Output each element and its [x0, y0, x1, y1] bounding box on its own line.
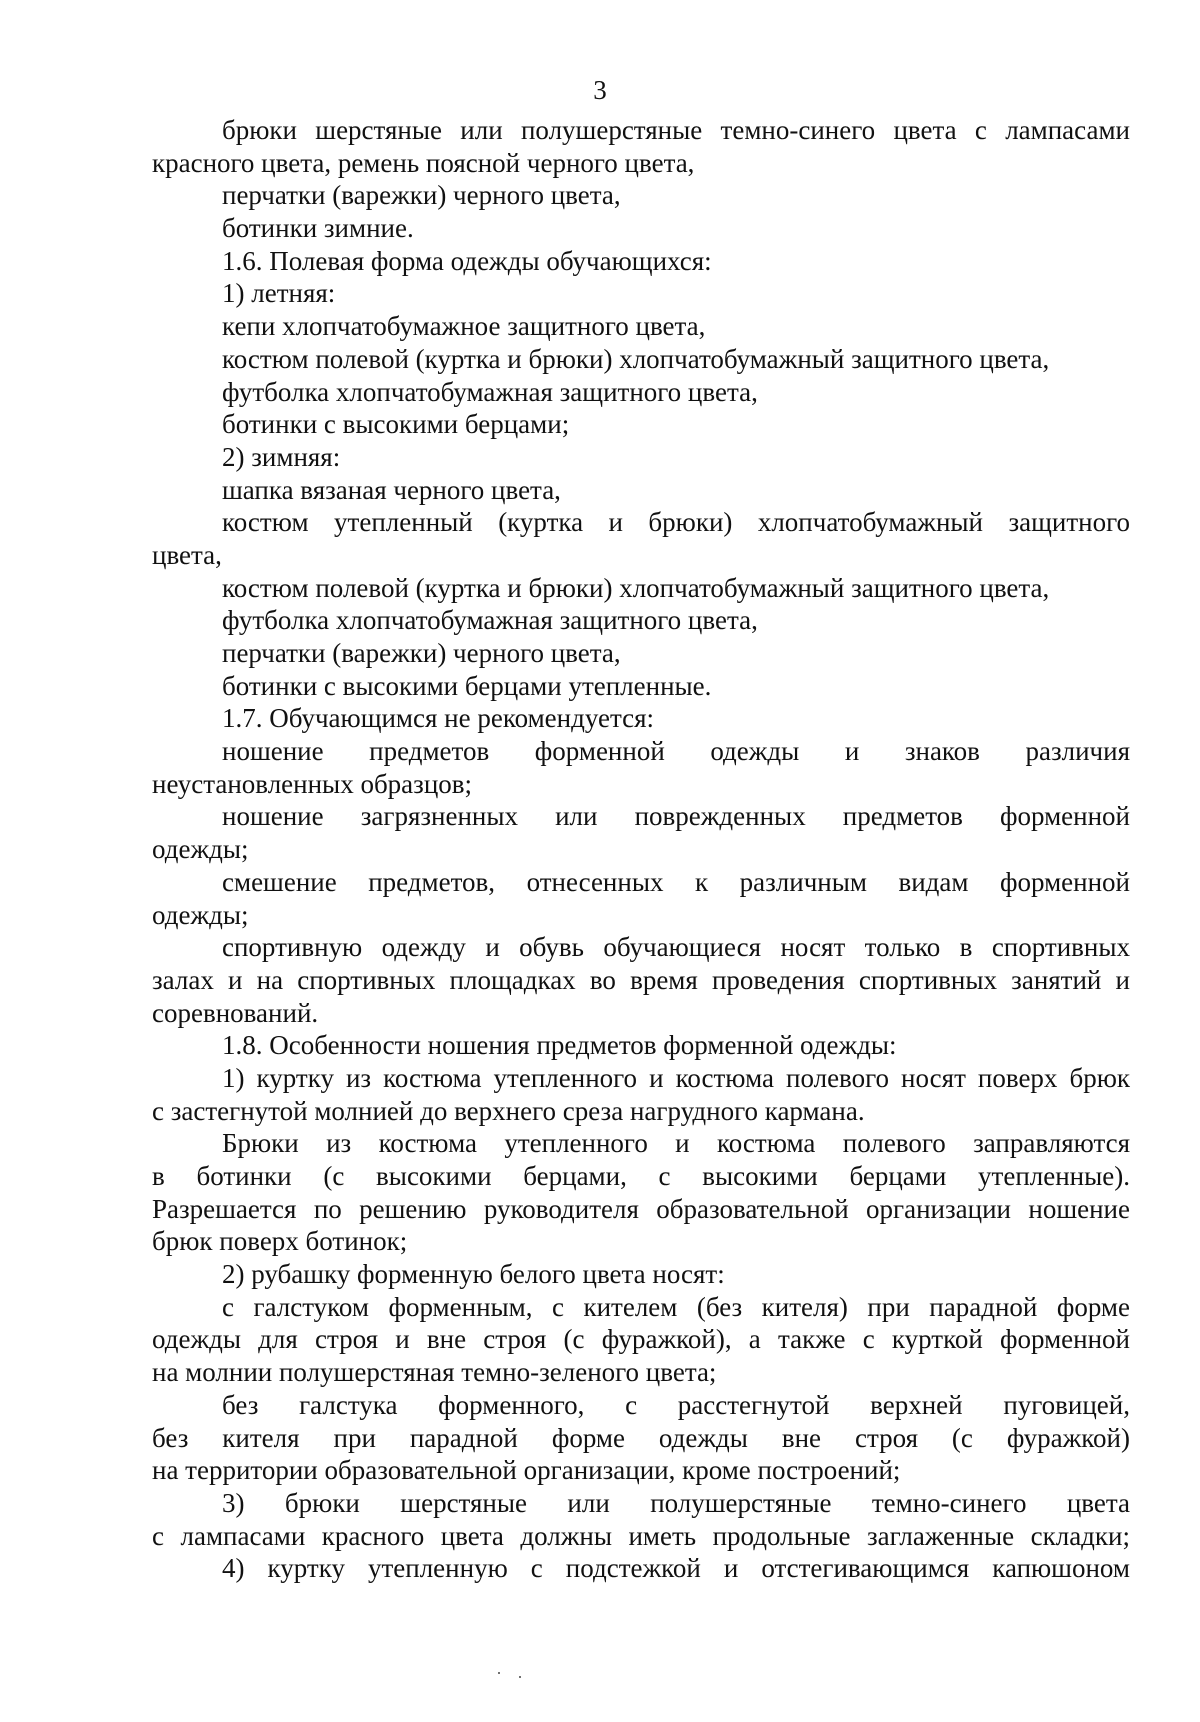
scan-speck: [519, 1676, 521, 1678]
text-line: одежды;: [152, 834, 249, 865]
text-line: на территории образовательной организации, кроме построений;: [152, 1455, 901, 1486]
page-number: 3: [593, 75, 607, 105]
scan-speck: [498, 1672, 500, 1674]
text-line: 3) брюки шерстяные или полушерстяные темно-синего цвета: [222, 1487, 1130, 1518]
text-line: соревнований.: [152, 997, 319, 1028]
text-line: 1.7. Обучающимся не рекомендуется:: [222, 703, 654, 734]
text-line: с лампасами красного цвета должны иметь продольные заглаженные складки;: [152, 1520, 1130, 1551]
document-body: [152, 114, 1130, 1585]
text-line: брюк поверх ботинок;: [152, 1226, 408, 1257]
text-line: с галстуком форменным, с кителем (без кителя) при парадной форме: [222, 1291, 1130, 1322]
text-line: футболка хлопчатобумажная защитного цвета,: [222, 376, 758, 407]
text-line: 1) куртку из костюма утепленного и костюма полевого носят поверх брюк: [222, 1062, 1130, 1093]
text-line: Разрешается по решению руководителя образовательной организации ношение: [152, 1193, 1130, 1224]
text-line: футболка хлопчатобумажная защитного цвета,: [222, 605, 758, 636]
text-line: в ботинки (с высокими берцами, с высокими берцами утепленные).: [152, 1161, 1130, 1191]
text-line: перчатки (варежки) черного цвета,: [222, 180, 621, 211]
text-line: костюм утепленный (куртка и брюки) хлопчатобумажный защитного: [222, 507, 1130, 538]
text-line: с застегнутой молнией до верхнего среза нагрудного кармана.: [152, 1095, 865, 1126]
text-line: смешение предметов, отнесенных к различным видам форменной: [222, 866, 1130, 897]
text-line: неустановленных образцов;: [152, 768, 473, 799]
text-line: цвета,: [152, 539, 222, 570]
text-line: кепи хлопчатобумажное защитного цвета,: [222, 311, 706, 342]
text-line: брюки шерстяные или полушерстяные темно-синего цвета с лампасами: [222, 115, 1130, 145]
text-line: костюм полевой (куртка и брюки) хлопчатобумажный защитного цвета,: [222, 343, 1050, 374]
text-line: ношение предметов форменной одежды и знаков различия: [222, 736, 1130, 767]
text-line: 2) зимняя:: [222, 441, 341, 472]
text-line: одежды;: [152, 899, 249, 930]
text-line: на молнии полушерстяная темно-зеленого цвета;: [152, 1357, 717, 1388]
text-line: одежды для строя и вне строя (с фуражкой), а также с курткой форменной: [152, 1324, 1130, 1355]
text-line: спортивную одежду и обувь обучающиеся носят только в спортивных: [222, 932, 1130, 963]
text-line: 1) летняя:: [222, 278, 336, 309]
text-line: шапка вязаная черного цвета,: [222, 474, 561, 505]
text-line: залах и на спортивных площадках во время проведения спортивных занятий и: [152, 964, 1130, 995]
text-line: 2) рубашку форменную белого цвета носят:: [222, 1259, 725, 1290]
text-line: Брюки из костюма утепленного и костюма полевого заправляются: [222, 1128, 1130, 1159]
text-line: ботинки с высокими берцами утепленные.: [222, 670, 712, 701]
text-line: 4) куртку утепленную с подстежкой и отстегивающимся капюшоном: [222, 1553, 1130, 1584]
text-line: 1.8. Особенности ношения предметов форменной одежды:: [222, 1030, 897, 1061]
text-line: без галстука форменного, с расстегнутой верхней пуговицей,: [222, 1389, 1130, 1420]
text-line: без кителя при парадной форме одежды вне строя (с фуражкой): [152, 1422, 1130, 1453]
text-line: ношение загрязненных или поврежденных предметов форменной: [222, 801, 1130, 832]
text-line: ботинки с высокими берцами;: [222, 409, 570, 440]
text-line: красного цвета, ремень поясной черного цвета,: [152, 147, 695, 178]
text-line: ботинки зимние.: [222, 213, 414, 244]
text-line: костюм полевой (куртка и брюки) хлопчатобумажный защитного цвета,: [222, 572, 1050, 603]
text-line: 1.6. Полевая форма одежды обучающихся:: [222, 245, 712, 276]
text-line: перчатки (варежки) черного цвета,: [222, 638, 621, 668]
